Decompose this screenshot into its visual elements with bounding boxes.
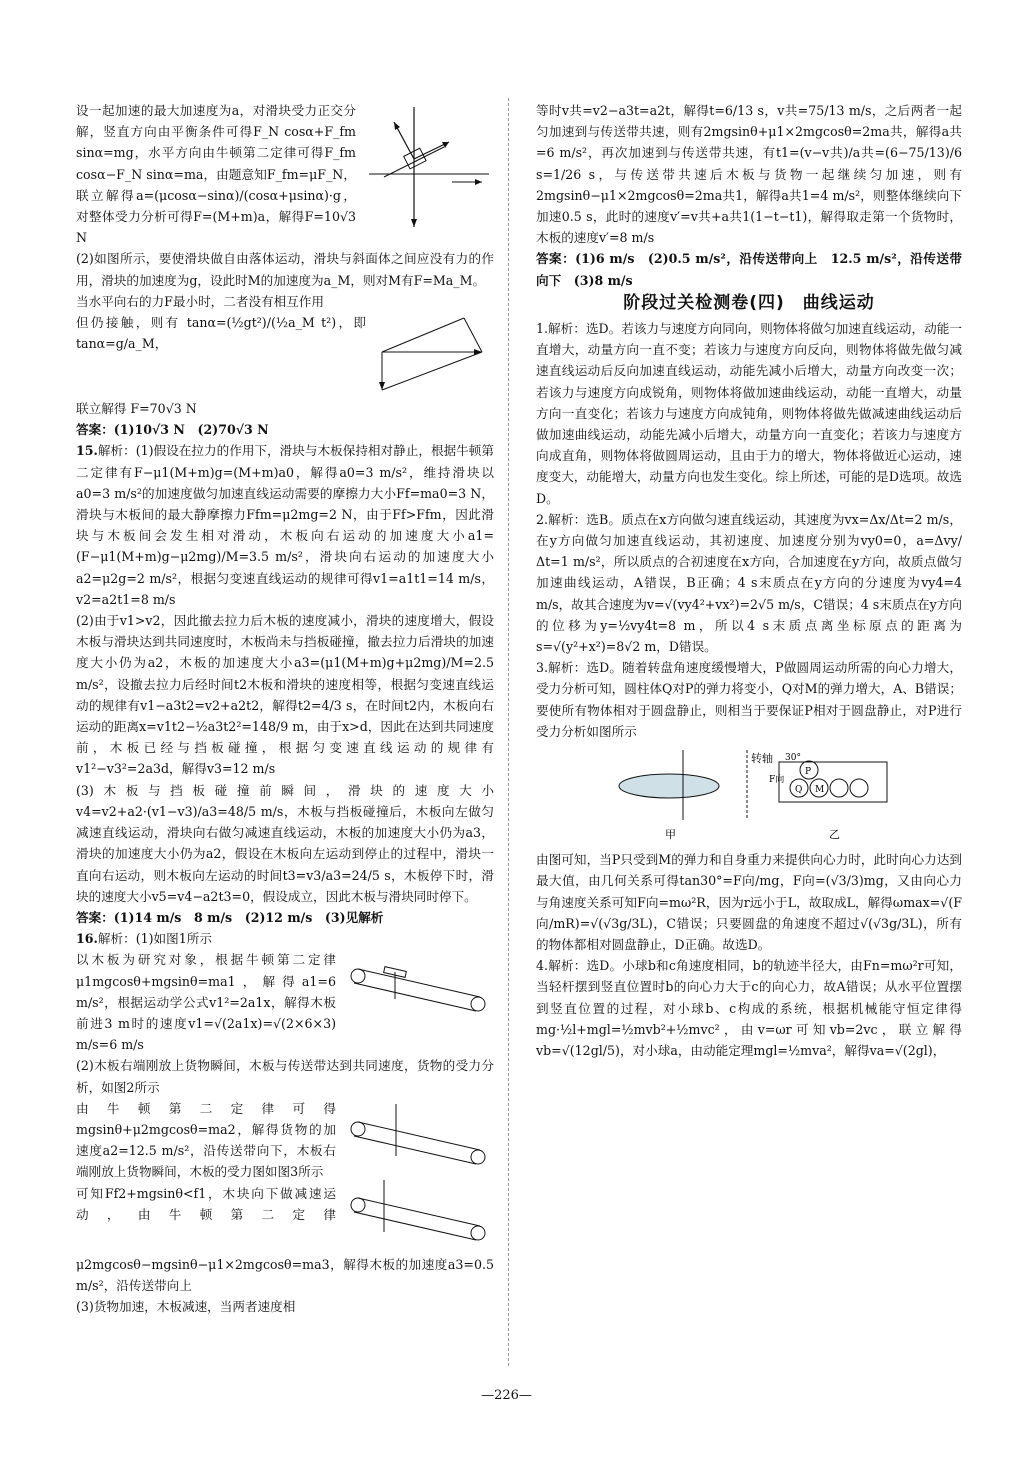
figure-label: F向 — [769, 775, 785, 786]
solution-text: 联立解得 F=70√3 N — [76, 401, 197, 417]
figure-label: 乙 — [829, 828, 840, 842]
solution-text: (2)木板右端刚放上货物瞬间，木板与传送带达到共同速度，货物的受力分析，如图2所示 — [76, 1058, 494, 1095]
section-title: 阶段过关检测卷(四) 曲线运动 — [623, 292, 875, 313]
solution-text: 设一起加速的最大加速度为a，对滑块受力正交分解，竖直方向由平衡条件可得F_N cosα+F_fm sinα=mg，水平方向由牛顿第二定律可得F_fm cosα−F_N sinα=ma，由题意知F_fm=μF_N，联立解得a=(μcosα−sinα)/(cosα+μsinα)·g，对整体受力分析可得F=(M+m)a，解得F=10√3 N — [76, 103, 356, 246]
column-divider — [508, 98, 509, 1366]
solution-text: 以木板为研究对象，根据牛顿第二定律μ1mgcosθ+mgsinθ=ma1，解得a1=6 m/s²，根据运动学公式v1²=2a1x，解得木板前进3 m时的速度v1=√(2a1x)=√(2×6×3) m/s=6 m/s — [76, 952, 336, 1053]
left-column — [76, 100, 494, 1317]
answer-line: 答案：(1)6 m/s (2)0.5 m/s²，沿传送带向上 12.5 m/s²，沿传送带向下 (3)8 m/s — [536, 251, 962, 288]
solution-text: 由图可知，当P只受到M的弹力和自身重力来提供向心力时，此时向心力达到最大值，由几何关系可得tan30°=F向/mg，F向=(√3/3)mg，又由向心力与角速度关系可知F向=mω²R，因为r远小于L，故取成L，解得ωmax=√(F向/mR)=√(√3g/3L)，C错误；只要圆盘的角速度不超过√(√3g/3L)，所有的物体都相对圆盘静止，D正确。故选D。 — [536, 852, 962, 952]
acceleration-triangle-diagram — [374, 314, 494, 394]
question-number: 16. — [76, 931, 98, 947]
solution-text: (3)木板与挡板碰撞前瞬间，滑块的速度大小v4=v2+a2·(v1−v3)/a3=48/5 m/s，木板与挡板碰撞后，木板向左做匀减速直线运动，滑块向右做匀减速直线运动，木板的加速度大小仍为a3，滑块的加速度大小仍为a2，假设在木板向左运动到停止的过程中，滑块一直向右运动，则木板向左运动的时间t3=v3/a3=24/5 s，木板停下时，滑块的速度大小v5=v4−a2t3=0，假设成立，因此木板与滑块同时停下。 — [76, 782, 494, 904]
turntable-figure — [609, 748, 889, 843]
answer-line: 答案：(1)14 m/s 8 m/s (2)12 m/s (3)见解析 — [76, 909, 384, 925]
solution-text: 解析：(1)假设在拉力的作用下，滑块与木板保持相对静止，根据牛顿第二定律有F−μ1(M+m)g=(M+m)a0，解得a0=3 m/s²，维持滑块以a0=3 m/s²的加速度做匀加速直线运动需要的摩擦力大小Ff=ma0=3 N，滑块与木板间的最大静摩擦力Ffm=μ2mg=2 N，由于Ff>Ffm，因此滑块与木板间会发生相对滑动，木板向右运动的加速度大小a1=(F−μ1(M+m)g−μ2mg)/M=3.5 m/s²，滑块向右运动的加速度大小a2=μ2g=2 m/s²，根据匀变速直线运动的规律可得v1=a1t1=14 m/s，v2=a2t1=8 m/s — [76, 443, 494, 607]
solution-text: 但仍接触，则有 tanα=(½gt²)/(½a_M t²)，即 tanα=g/a_M， — [76, 315, 366, 352]
conveyor-figures-2-3 — [344, 1100, 494, 1250]
right-column — [536, 100, 962, 1061]
solution-text: (2)如图所示，要使滑块做自由落体运动，滑块与斜面体之间应没有力的作用，滑块的加速度为g，设此时M的加速度为a_M，则对M有F=Ma_M。 — [76, 251, 494, 288]
figure-label: P — [805, 767, 812, 778]
figure-label: 30° — [785, 753, 801, 764]
figure-label: 转轴 — [751, 752, 773, 766]
solution-text: (3)货物加速，木板减速，当两者速度相 — [76, 1299, 296, 1315]
solution-text: 等时v共=v2−a3t=a2t，解得t=6/13 s，v共=75/13 m/s，之后两者一起匀加速到与传送带共速，则有2mgsinθ+μ1×2mgcosθ=2ma共，解得a共=6 m/s²，再次加速到与传送带共速，有t1=(v−v共)/a共=(6−75/13)/6 s=1/26 s，与传送带共速后木板与货物一起继续匀加速，则有2mgsinθ−μ1×2mgcosθ=2ma共1，解得a共1=4 m/s²，则整体继续向下加速0.5 s，此时的速度v′=v共+a共1(1−t−t1)，解得取走第一个货物时，木板的速度v′=8 m/s — [536, 103, 962, 246]
page-number: —226— — [481, 1388, 532, 1403]
solution-text: 3.解析：选D。随着转盘角速度缓慢增大，P做圆周运动所需的向心力增大，受力分析可知，圆柱体Q对P的弹力将变小，Q对M的弹力增大，A、B错误；要使所有物体相对于圆盘静止，则相当于要保证P相对于圆盘静止，对P进行受力分析如图所示 — [536, 660, 962, 739]
conveyor-figure-1 — [344, 951, 494, 1017]
question-number: 15. — [76, 443, 98, 459]
solution-text: 4.解析：选D。小球b和c角速度相同，b的轨迹半径大，由Fn=mω²r可知，当轻杆摆到竖直位置时b的向心力大于c的向心力，故A错误；从水平位置摆到竖直位置的过程，对小球b、c构成的系统，根据机械能守恒定律得mg·½l+mgl=½mvb²+½mvc²，由v=ωr可知vb=2vc，联立解得vb=√(12gl/5)，对小球a，由动能定理mgl=½mva²，解得va=√(2gl)， — [536, 958, 962, 1058]
force-diagram-incline — [364, 102, 494, 232]
answer-line: 答案：(1)10√3 N (2)70√3 N — [76, 422, 269, 438]
solution-text: 由牛顿第二定律可得mgsinθ+μ2mgcosθ=ma2，解得货物的加速度a2=12.5 m/s²，沿传送带向下，木板右端刚放上货物瞬间，木板的受力图如图3所示 — [76, 1100, 336, 1180]
solution-text: (2)由于v1>v2，因此撤去拉力后木板的速度减小，滑块的速度增大，假设木板与滑块达到共同速度时，木板尚未与挡板碰撞，撤去拉力后滑块的加速度大小仍为a2，木板的加速度大小a3=(μ1(M+m)g+μ2mg)/M=2.5 m/s²，设撤去拉力后经时间t2木板和滑块的速度相等，根据匀变速直线运动的规律有v1−a3t2=v2+a2t2，解得t2=4/3 s，在时间t2内，木板向右运动的距离x=v1t2−½a3t2²=148/9 m，由于x>d，因此在达到共同速度前，木板已经与挡板碰撞，根据匀变速直线运动的规律有v1²−v3²=2a3d，解得v3=12 m/s — [76, 613, 494, 777]
solution-text: 解析：(1)如图1所示 — [97, 931, 212, 947]
solution-text: 可知Ff2+mgsinθ<f1，木块向下做减速运动，由牛顿第二定律μ2mgcosθ−mgsinθ−μ1×2mgcosθ=ma3，解得木板的加速度a3=0.5 m/s²，沿传送带向上 — [76, 1185, 494, 1293]
figure-label: M — [815, 785, 825, 796]
solution-text: 当水平向右的力F最小时，二者没有相互作用 — [76, 293, 325, 309]
figure-label: Q — [795, 785, 803, 796]
figure-label: 甲 — [665, 828, 676, 842]
solution-text: 1.解析：选D。若该力与速度方向同向，则物体将做匀加速直线运动，动能一直增大，动量方向一直不变；若该力与速度方向反向，则物体将做先做匀减速直线运动后反向加速直线运动，动能先减小后增大，动量方向改变一次；若该力与速度方向成锐角，则物体将做加速曲线运动，动能一直增大，动量方向一直变化；若该力与速度方向成钝角，则物体将做先做减速曲线运动后做加速曲线运动，动能先减小后增大，动量方向一直变化；若该力与速度方向成直角，则物体将做圆周运动，且由于力的增大，物体将做近心运动，速度变大，动能增大，动量方向也发生变化。综上所述，可能的是D选项。故选D。 — [536, 321, 962, 506]
solution-text: 2.解析：选B。质点在x方向做匀速直线运动，其速度为vx=Δx/Δt=2 m/s，在y方向做匀加速直线运动，其初速度、加速度分别为vy0=0，a=Δvy/Δt=1 m/s²，所以质点的合初速度在x方向，合加速度在y方向，故质点做匀加速曲线运动，A错误，B正确；4 s末质点在y方向的分速度为vy4=4 m/s，故其合速度为v=√(vy4²+vx²)=2√5 m/s，C错误；4 s末质点在y方向的位移为y=½vy4t=8 m，所以4 s末质点离坐标原点的距离为s=√(y²+x²)=8√2 m，D错误。 — [536, 511, 962, 655]
